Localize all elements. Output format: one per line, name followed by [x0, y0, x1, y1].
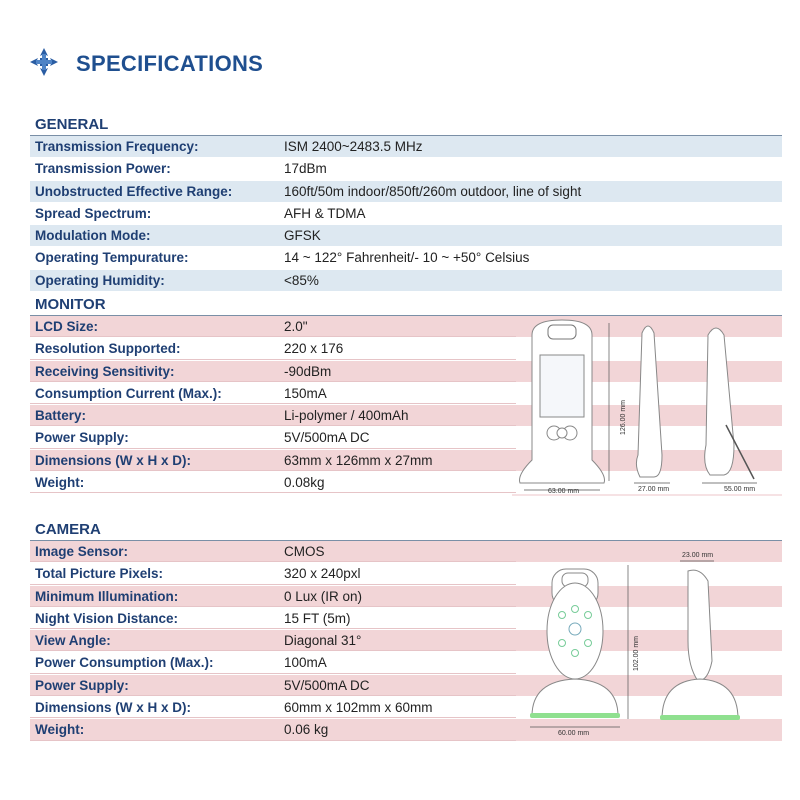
camera-height-label: 102.00 mm: [633, 635, 640, 671]
spec-label: Minimum Illumination:: [30, 586, 280, 607]
spec-value: 0 Lux (IR on): [280, 586, 516, 607]
monitor-dimension-drawing: [512, 315, 782, 496]
spec-value: 60mm x 102mm x 60mm: [280, 697, 516, 718]
spec-label: Power Consumption (Max.):: [30, 652, 280, 673]
camera-dimension-drawing: [512, 541, 782, 741]
spec-label: Resolution Supported:: [30, 338, 280, 359]
spec-label: Dimensions (W x H x D):: [30, 697, 280, 718]
spec-row: [30, 247, 782, 269]
spec-row: [30, 225, 782, 247]
spec-value: 100mA: [280, 652, 516, 673]
spec-label: Power Supply:: [30, 427, 280, 448]
spec-value: Diagonal 31°: [280, 630, 516, 651]
spec-label: Weight:: [30, 719, 280, 740]
spec-label: Battery:: [30, 405, 280, 426]
spec-value: AFH & TDMA: [284, 205, 366, 221]
spec-label: Total Picture Pixels:: [30, 563, 280, 584]
spec-label: View Angle:: [30, 630, 280, 651]
spec-value: GFSK: [284, 228, 321, 244]
spec-label: Operating Tempurature:: [35, 250, 189, 266]
monitor-depth-label: 27.00 mm: [638, 486, 670, 493]
spec-value: 14 ~ 122° Fahrenheit/- 10 ~ +50° Celsius: [284, 250, 530, 266]
spec-value: ISM 2400~2483.5 MHz: [284, 139, 423, 154]
spec-row: [30, 136, 782, 158]
spec-value: 2.0": [280, 316, 516, 337]
spec-value: CMOS: [280, 541, 516, 562]
spec-row: [30, 270, 782, 292]
camera-width-label: 60.00 mm: [558, 730, 590, 737]
section-title-general: GENERAL: [30, 114, 782, 136]
spec-label: Weight:: [30, 472, 280, 493]
spec-row: [30, 203, 782, 225]
spec-label: Power Supply:: [30, 675, 280, 696]
spec-label: Dimensions (W x H x D):: [30, 450, 280, 471]
spec-label: Transmission Frequency:: [35, 139, 199, 154]
page-header: [28, 44, 788, 84]
general-section: [30, 114, 782, 292]
spec-value: 160ft/50m indoor/850ft/260m outdoor, line of sight: [284, 183, 582, 199]
spec-value: <85%: [284, 272, 319, 288]
section-title-monitor: MONITOR: [30, 294, 782, 316]
spec-value: 5V/500mA DC: [280, 427, 516, 448]
spec-value: 5V/500mA DC: [280, 675, 516, 696]
spec-row: [30, 181, 782, 203]
spec-label: Operating Humidity:: [35, 272, 165, 288]
spec-value: Li-polymer / 400mAh: [280, 405, 516, 426]
spec-label: Consumption Current (Max.):: [30, 383, 280, 404]
spec-label: Receiving Sensitivity:: [30, 361, 280, 382]
spec-value: 220 x 176: [280, 338, 516, 359]
spec-value: 17dBm: [284, 161, 327, 177]
section-title-camera: CAMERA: [30, 519, 782, 541]
page-title: SPECIFICATIONS: [76, 51, 264, 76]
spec-label: Night Vision Distance:: [30, 608, 280, 629]
monitor-height-label: 126.00 mm: [620, 399, 627, 435]
spec-value: 0.08kg: [280, 472, 516, 493]
spec-value: -90dBm: [280, 361, 516, 382]
spec-value: 150mA: [280, 383, 516, 404]
spec-row: [30, 158, 782, 180]
plus-cross-icon: [28, 46, 60, 83]
monitor-width-label: 63.00 mm: [548, 488, 580, 495]
monitor-stand-label: 55.00 mm: [724, 486, 756, 493]
spec-label: Image Sensor:: [30, 541, 280, 562]
general-table: [30, 136, 782, 292]
spec-value: 0.06 kg: [280, 719, 516, 740]
spec-value: 15 FT (5m): [280, 608, 516, 629]
spec-value: 63mm x 126mm x 27mm: [280, 450, 516, 471]
spec-label: Modulation Mode:: [35, 228, 151, 244]
spec-label: Unobstructed Effective Range:: [35, 183, 233, 199]
spec-label: Spread Spectrum:: [35, 205, 152, 221]
spec-label: LCD Size:: [30, 316, 280, 337]
camera-depth-label: 23.00 mm: [682, 552, 714, 559]
spec-label: Transmission Power:: [35, 161, 171, 177]
spec-value: 320 x 240pxl: [280, 563, 516, 584]
